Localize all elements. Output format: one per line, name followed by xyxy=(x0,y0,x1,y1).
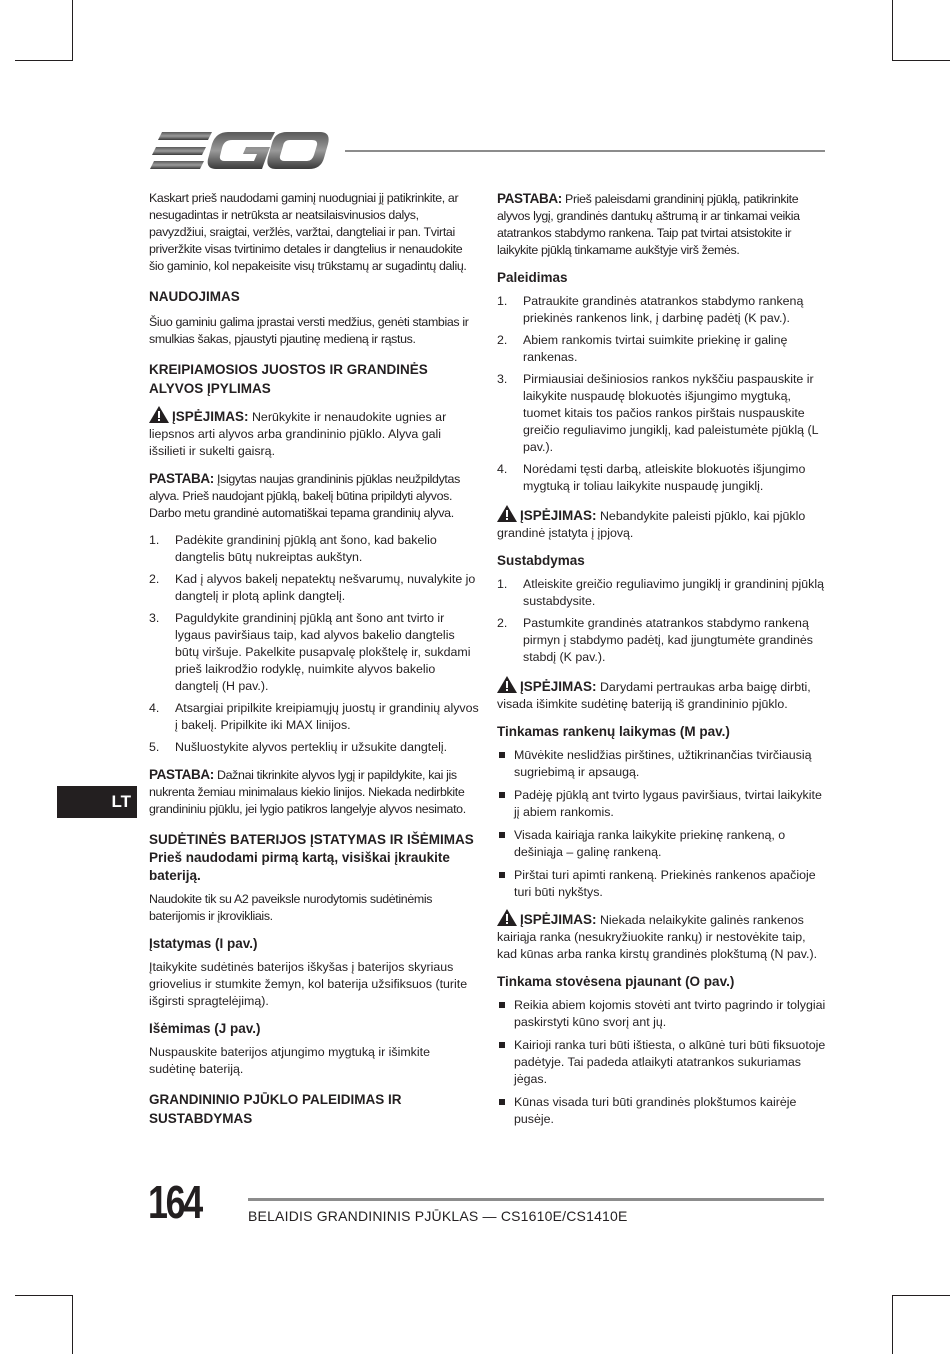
language-tab: LT xyxy=(57,786,137,818)
warning-label: ĮSPĖJIMAS: xyxy=(520,912,597,927)
item-text: Pirštai turi apimti rankeną. Priekinės rankenos apačioje turi būti nykštys. xyxy=(514,868,816,899)
step-number: 4. xyxy=(497,462,508,476)
bullet-icon xyxy=(499,872,505,878)
bullet-icon xyxy=(499,832,505,838)
handles-heading: Tinkamas rankenų laikymas (M pav.) xyxy=(497,724,730,739)
list-item xyxy=(497,1037,827,1088)
warning-icon xyxy=(149,406,169,423)
note-label: PASTABA: xyxy=(497,191,562,206)
crop-mark xyxy=(892,1295,893,1354)
list-item xyxy=(497,615,827,666)
note-text: Prieš paleisdami grandininį pjūklą, patikrinkite alyvos lygį, grandinės dantukų aštrumą ir ar tinkamai veikia atatrankos stabdymo rankena. Taip pat tvirtai atsistokite ir laikykite pjūklą tinkamame aukštyje virš žemės. xyxy=(497,192,800,257)
warning-icon xyxy=(497,505,517,522)
step-number: 2. xyxy=(497,616,508,630)
note-label: PASTABA: xyxy=(149,767,214,782)
bullet-icon xyxy=(499,1099,505,1105)
step-number: 5. xyxy=(149,740,160,754)
step-text: Atsargiai pripilkite kreipiamųjų juostų ir grandinių alyvos į bakelį. Pripilkite iki MAX linijos. xyxy=(175,701,479,732)
step-text: Abiem rankomis tvirtai suimkite priekinę ir galinę rankenas. xyxy=(523,333,788,364)
step-text: Atleiskite greičio reguliavimo jungiklį ir grandininį pjūklą sustabdysite. xyxy=(523,577,824,608)
warning-paragraph xyxy=(497,676,827,713)
step-number: 3. xyxy=(149,611,160,625)
step-number: 1. xyxy=(149,533,160,547)
step-text: Padėkite grandininį pjūklą ant šono, kad bakelio dangtelis būtų nukreiptas aukštyn. xyxy=(175,533,437,564)
list-item xyxy=(497,371,827,456)
step-text: Pirmiausiai dešiniosios rankos nykščiu paspauskite ir laikykite nuspaudę blokuotės išjungimo mygtuką, tuomet kitais tos pačios rankos pirštais nuspauskite greičio reguliavimo jungiklį, kad paleistumėte pjūklą (L pav.). xyxy=(523,372,818,454)
crop-mark xyxy=(892,60,950,61)
note-text: Įsigytas naujas grandininis pjūklas neužpildytas alyva. Prieš naudojant pjūklą, bakelį būtina pripildyti alyvos. Darbo metu grandinė automatiškai tepama grandinių alyva. xyxy=(149,472,460,520)
item-text: Kūnas visada turi būti grandinės plokštumos kairėje pusėje. xyxy=(514,1095,797,1126)
list-item xyxy=(149,700,479,734)
item-text: Kairioji ranka turi būti ištiesta, o alkūnė turi būti fiksuotoje padėtyje. Tai padeda atlaikyti atatrankos sukuriamas jėgas. xyxy=(514,1038,826,1086)
remove-paragraph: Nuspauskite baterijos atjungimo mygtuką ir išimkite sudėtinę bateriją. xyxy=(149,1045,430,1076)
oil-heading: KREIPIAMOSIOS JUOSTOS IR GRANDINĖS ALYVOS ĮPYLIMAS xyxy=(149,362,428,396)
step-number: 1. xyxy=(497,294,508,308)
list-item xyxy=(149,739,479,756)
warning-text: Darydami pertraukas arba baigę dirbti, visada išimkite sudėtinę bateriją iš grandininio pjūklo. xyxy=(497,680,811,711)
list-item xyxy=(497,461,827,495)
list-item xyxy=(497,787,827,821)
crop-mark xyxy=(892,1295,950,1296)
bullet-icon xyxy=(499,1042,505,1048)
list-item xyxy=(497,747,827,781)
warning-icon xyxy=(497,909,517,926)
step-text: Paguldykite grandininį pjūklą ant šono ant tvirto ir lygaus paviršiaus taip, kad alyvos bakelio dangtelis būtų viršuje. Pakelkite pusapvalę plokštelę ir, sukdami prieš laikrodžio rodyklę, nuimkite alyvos bakelio dangtelį (H pav.). xyxy=(175,611,471,693)
list-item xyxy=(497,576,827,610)
list-item xyxy=(149,532,479,566)
battery-heading: SUDĖTINĖS BATERIJOS ĮSTATYMAS IR IŠĖMIMAS xyxy=(149,832,474,847)
warning-text: Nebandykite paleisti pjūklo, kai pjūklo grandinė įstatyta į įpjovą. xyxy=(497,509,806,540)
item-text: Visada kairiąja ranka laikykite priekinę rankeną, o dešiniąja – galinę rankeną. xyxy=(514,828,786,859)
step-text: Pastumkite grandinės atatrankos stabdymo rankeną pirmyn į stabdymo padėtį, kad įjungtumėte grandinės stabdį (K pav.). xyxy=(523,616,813,664)
footer-rule xyxy=(248,1198,824,1201)
list-item xyxy=(149,610,479,695)
oil-steps-list xyxy=(149,532,479,756)
warning-paragraph xyxy=(497,505,827,542)
crop-mark xyxy=(892,0,893,60)
footer-title: BELAIDIS GRANDININIS PJŪKLAS — CS1610E/CS1410E xyxy=(248,1208,628,1224)
page-number: 164 xyxy=(148,1176,201,1228)
step-text: Norėdami tęsti darbą, atleiskite blokuotės išjungimo mygtuką ir toliau laikykite nuspaudę jungiklį. xyxy=(523,462,806,493)
step-text: Kad į alyvos bakelį nepatektų nešvarumų, nuvalykite jo dangtelį ir plotą aplink dangtelį. xyxy=(175,572,476,603)
list-item xyxy=(497,293,827,327)
remove-heading: Išėmimas (J pav.) xyxy=(149,1021,261,1036)
warning-text: Nerūkykite ir nenaudokite ugnies ar liepsnos arti alyvos arba grandininio pjūklo. Alyva gali išsilieti ir sukelti gaisrą. xyxy=(149,410,447,458)
bullet-icon xyxy=(499,752,505,758)
insert-paragraph: Įtaikykite sudėtinės baterijos iškyšas į baterijos skyriaus griovelius ir stumkite žemyn, kol baterija užsifiksuos (turite išgirsti spragtelėjimą). xyxy=(149,960,468,1008)
item-text: Reikia abiem kojomis stovėti ant tvirto pagrindo ir tolygiai paskirstyti kūno svorį ant jų. xyxy=(514,998,826,1029)
list-item xyxy=(497,997,827,1031)
start-heading: Paleidimas xyxy=(497,270,568,285)
note-text: Dažnai tikrinkite alyvos lygį ir papildykite, kai jis nukrenta žemiau minimalaus kiekio linijos. Niekada nedirbkite grandininiu pjūklu, jei lygio patikros langelyje alyvos nesimato. xyxy=(149,768,466,816)
list-item xyxy=(497,1094,827,1128)
list-item xyxy=(497,827,827,861)
battery-paragraph: Naudokite tik su A2 paveiksle nurodytomis sudėtinėmis baterijomis ir įkrovikliais. xyxy=(149,892,433,923)
warning-text: Niekada nelaikykite galinės rankenos kairiąja ranka (nesukryžiuokite rankų) ir nestovėkite taip, kad kūnas arba ranka kirstų grandinės plokštumą (N pav.). xyxy=(497,913,818,961)
warning-paragraph xyxy=(497,909,827,963)
step-number: 1. xyxy=(497,577,508,591)
note-paragraph xyxy=(149,766,479,818)
warning-icon xyxy=(497,676,517,693)
note-paragraph xyxy=(149,470,479,522)
stance-list xyxy=(497,997,827,1128)
warning-label: ĮSPĖJIMAS: xyxy=(520,679,597,694)
bullet-icon xyxy=(499,1002,505,1008)
step-number: 2. xyxy=(497,333,508,347)
warning-label: ĮSPĖJIMAS: xyxy=(172,409,249,424)
step-number: 3. xyxy=(497,372,508,386)
item-text: Mūvėkite neslidžias pirštines, užtikrinančias tvirčiausią sugriebimą ir apsaugą. xyxy=(514,748,812,779)
handles-list xyxy=(497,747,827,901)
list-item xyxy=(497,867,827,901)
item-text: Padėję pjūklą ant tvirto lygaus paviršiaus, tvirtai laikykite jį abiem rankomis. xyxy=(514,788,822,819)
crop-mark xyxy=(72,0,73,60)
crop-mark xyxy=(72,1295,73,1354)
header-rule xyxy=(345,150,825,152)
warning-paragraph xyxy=(149,406,479,460)
use-paragraph: Šiuo gaminiu galima įprastai versti medžius, genėti stambias ir smulkias šakas, pjaustyti pjautinę medieną ir rąstus. xyxy=(149,315,469,346)
list-item xyxy=(497,332,827,366)
warning-label: ĮSPĖJIMAS: xyxy=(520,508,597,523)
step-number: 2. xyxy=(149,572,160,586)
step-number: 4. xyxy=(149,701,160,715)
note-label: PASTABA: xyxy=(149,471,214,486)
left-column xyxy=(149,190,479,1136)
step-text: Nušluostykite alyvos perteklių ir užsukite dangtelį. xyxy=(175,740,448,754)
start-steps-list xyxy=(497,293,827,495)
right-column xyxy=(497,190,827,1136)
bullet-icon xyxy=(499,792,505,798)
stance-heading: Tinkama stovėsena pjaunant (O pav.) xyxy=(497,974,735,989)
insert-heading: Įstatymas (I pav.) xyxy=(149,936,258,951)
startstop-heading: GRANDININIO PJŪKLO PALEIDIMAS IR SUSTABDYMAS xyxy=(149,1092,402,1126)
use-heading: NAUDOJIMAS xyxy=(149,289,240,304)
ego-logo xyxy=(150,130,330,172)
stop-heading: Sustabdymas xyxy=(497,553,585,568)
stop-steps-list xyxy=(497,576,827,666)
list-item xyxy=(149,571,479,605)
battery-subheading: Prieš naudodami pirmą kartą, visiškai įkraukite bateriją. xyxy=(149,850,450,883)
crop-mark xyxy=(15,60,73,61)
intro-paragraph: Kaskart prieš naudodami gaminį nuodugniai jį patikrinkite, ar nesugadintas ir netrūksta ar neatsilaisvinusios dalys, pavyzdžiui, sraigtai, veržlės, varžtai, dangteliai ir pan. Tvirtai priveržkite visas tvirtinimo detales ir dangtelius ir nenaudokite šio gaminio, kol nepakeisite visų trūkstamų ar sugadintų dalių. xyxy=(149,191,467,273)
crop-mark xyxy=(15,1295,73,1296)
step-text: Patraukite grandinės atatrankos stabdymo rankeną priekinės rankenos link, į darbinę padėtį (K pav.). xyxy=(523,294,804,325)
note-paragraph xyxy=(497,190,827,259)
